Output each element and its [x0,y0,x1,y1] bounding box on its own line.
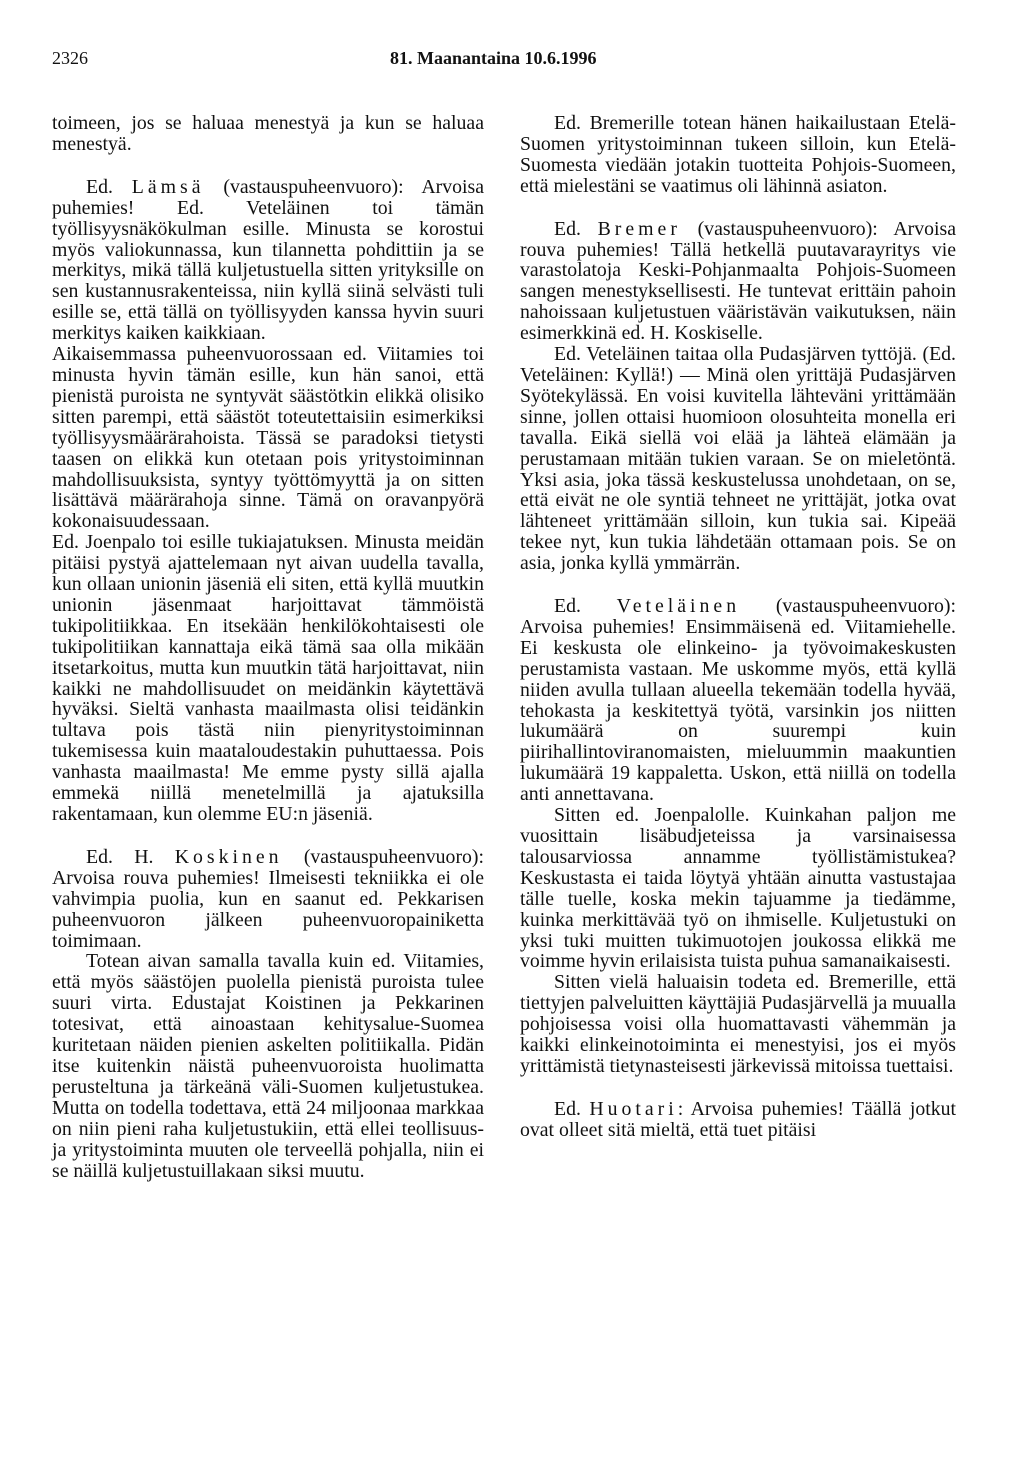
speech-prefix: Ed. [554,1097,590,1120]
speaker-name: Veteläinen [616,595,741,618]
page-number: 2326 [52,48,88,68]
speech-vetelainen [520,596,956,805]
speaker-name: Bremer [597,217,681,240]
speech-text: (vastauspuheenvuoro): Arvoisa rouva puhemies! Tällä hetkellä puutavarayritys vie varastolatoja Keski-Pohjanmaalta Pohjois-Suomeen sangen menestyksellisesti. He tuntevat erittäin pahoin nahoissaan kuljetustuen vääristävän vaikutuksen, näin esimerkkinä ed. H. Koskiselle. [520,217,956,345]
paragraph: Sitten ed. Joenpalolle. Kuinkahan paljon me vuosittain lisäbudjeteissa ja varsinaisessa talousarviossa annamme työllistämistukea? Keskustasta ei taida löytyä yhtään ainutta vastustajaa tälle tuelle, koska mekin tajuamme ja tiedämme, kuinka merkittävää työ on ihmiselle. Kuljetustuki on yksi tuki muitten tukimuotojen joukossa elikkä me voimme hyvin erilaisista tuista puhua samanaikaisesti. [520,804,956,973]
speaker-name: Huotari [589,1097,678,1120]
speech-text: (vastauspuheenvuoro): Arvoisa rouva puhemies! Ilmeisesti tekniikka ei ole vahvimpia puolia, kun en saanut ed. Pekkarisen puheenvuoron jälkeen puheenvuoropainiketta toimimaan. [52,845,485,952]
page-header [52,48,972,74]
speech-text: (vastauspuheenvuoro): Arvoisa puhemies! Ensimmäisenä ed. Viitamiehelle. Ei keskusta ole elinkeino- ja työvoimakeskusten perustamista vastaan. Me uskomme myös, että kyllä niiden avulla tullaan alueella tekemään todella hyvää, tehokasta ja keskitettyä työtä, varsinkin jos niitten lukumäärä on suurempi kuin piirihallintoviranomaisten, mieluummin maakuntien lukumäärä 19 kappaletta. Uskon, että niillä on todella anti annettavana. [520,595,956,806]
speaker-name: Lämsä [131,175,205,198]
left-column [52,113,484,1181]
paragraph: toimeen, jos se haluaa menestyä ja kun se haluaa menestyä. [52,112,484,155]
speech-text: : Arvoisa puhemies! Täällä jotkut ovat olleet sitä mieltä, että tuet pitäisi [520,1097,956,1141]
paragraph: Totean aivan samalla tavalla kuin ed. Viitamies, että myös säästöjen puolella pienistä puroista tulee suuri virta. Edustajat Koistinen ja Pekkarinen totesivat, että ainoastaan kehitysalue-Suomea kuritetaan näiden pienien askelten politiikalla. Pidän itse kuitenkin näistä puheenvuoroista huolimatta perusteltuna ja tärkeänä väli-Suomen kuljetustukea. Mutta on todella todettava, että 24 miljoonaa markkaa on niin pieni raha kuljetustukiin, että ellei teollisuus- ja yritystoiminta muuten ole terveellä pohjalla, niin ei se näillä kuljetustuillakaan siksi muutu. [52,950,484,1182]
right-column [520,113,956,1141]
speech-lamsa [52,177,484,344]
paragraph: Ed. Bremerille totean hänen haikailustaan Etelä-Suomen yritystoiminnan tukeen silloin, kun Etelä-Suomesta viedään jotakin tuotteita Pohjois-Suomeen, että mielestäni se vaatimus oli lähinnä asiaton. [520,112,956,197]
paragraph: Ed. Joenpalo toi esille tukiajatuksen. Minusta meidän pitäisi pystyä ajattelemaan nyt aivan uudella tavalla, kun ollaan unionin jäseniä eli siten, että kyllä muutkin unionin jäsenmaat harjoittavat tämmöistä tukipolitiikkaa. En itsekään henkilökohtaisesti ole tukipolitiikan kannattaja eikä tämä saa olla mikään itsetarkoitus, mutta kun muutkin tätä harjoittavat, niin kaikki ne mahdollisuudet on meidänkin käytettävä hyväksi. Sieltä vanhasta maailmasta olisi teidänkin tultava pois tästä niin pienyritystoiminnan tukemisessa kuin maataloudestakin puhuttaessa. Pois vanhasta maailmasta! Me emme pysty sillä ajalla emmekä niillä menetelmillä ja ajatuksilla rakentamaan, kun olemme EU:n jäseniä. [52,531,484,825]
speech-huotari [520,1099,956,1141]
speech-prefix: Ed. H. [86,845,175,868]
speech-prefix: Ed. [554,217,598,240]
paragraph: Ed. Veteläinen taitaa olla Pudasjärven tyttöjä. (Ed. Veteläinen: Kyllä!) — Minä olen yrittäjä Pudasjärven Syötekylässä. En voisi kuvitella lähteväni yrittämään sinne, jollen ottaisi huomioon olosuhteita monella eri tavalla. Eikä siellä voi elää ja lähteä elämään ja perustamaan mitään tukien varaan. Se on mieletöntä. Yksi asia, joka tässä keskustelussa unohdetaan, on se, että eivät ne ole syntiä tehneet ne yrittäjät, jotka ovat lähteneet yrittämään silloin, kun tukia sai. Kipeää tekee nyt, kun tukia lähdetään ottamaan pois. Se on asia, jonka kyllä ymmärrän. [520,343,956,575]
paragraph: Aikaisemmassa puheenvuorossaan ed. Viitamies toi minusta hyvin tämän esille, kun hän sanoi, että pienistä puroista ne syntyvät säästötkin elikkä olisiko sitten parempi, että säästöt toteutettaisiin esimerkiksi työllisyysmäärärahoista. Tässä se paradoksi tietysti taasen on elikkä kun otetaan pois yritystoiminnan mahdollisuuksista, syntyy työttömyyttä ja on sitten lisättävä määrärahoja sinne. Tämä on oravanpyörä kokonaisuudessaan. [52,343,484,533]
session-date-heading: 81. Maanantaina 10.6.1996 [390,48,597,68]
speech-prefix: Ed. [86,175,132,198]
speaker-name: Koskinen [174,845,283,868]
speech-koskinen [52,847,484,952]
paragraph: Sitten vielä haluaisin todeta ed. Bremerille, että tiettyjen palveluitten käyttäjiä Pudasjärvellä ja muualla pohjoisessa voisi olla huomattavasti vähemmän ja kaikki elinkeinotoiminta ei menestyisi, jos ei myös yrittämistä tietynasteisesti järkevissä mitoissa tuettaisi. [520,971,956,1077]
speech-text: (vastauspuheenvuoro): Arvoisa puhemies! Ed. Veteläinen toi tämän työllisyysnäkökulman esille. Minusta se korostui myös valiokunnassa, kun tilannetta pohdittiin ja se merkitys, mikä tällä kuljetustuella sitten yrityksille on sen kustannusrakenteissa, niin kyllä siinä selvästi tuli esille se, että tällä on työllisyyden kanssa hyvin suuri merkitys kaiken kaikkiaan. [52,175,484,345]
speech-bremer [520,219,956,344]
speech-prefix: Ed. [554,595,617,618]
